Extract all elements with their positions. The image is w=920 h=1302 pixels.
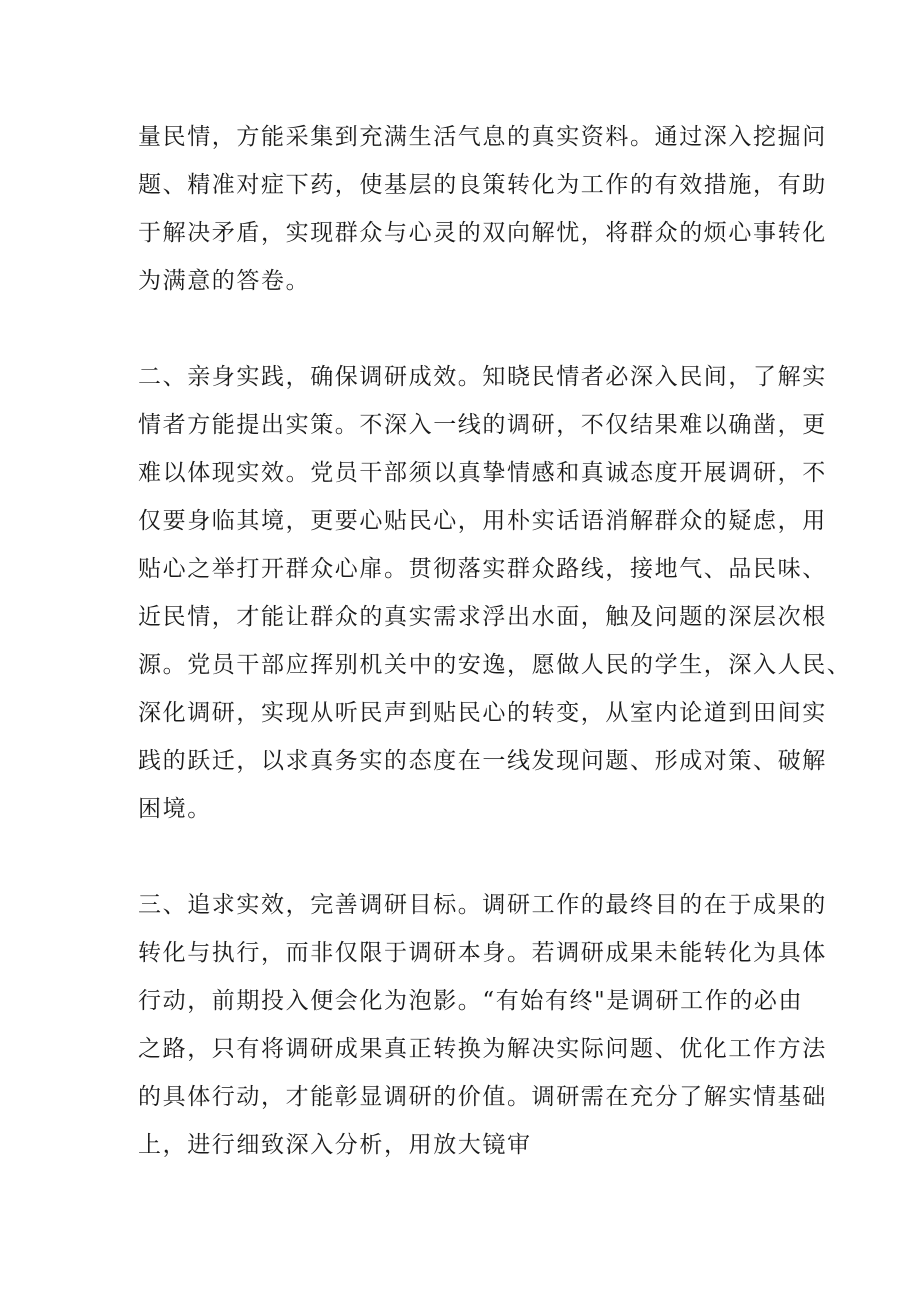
text-line: 转化与执行，而非仅限于调研本身。若调研成果未能转化为具体	[138, 940, 827, 966]
text-line: 题、精准对症下药，使基层的良策转化为工作的有效措施，有助	[138, 172, 827, 198]
text-line: 为满意的答卷。	[138, 268, 311, 294]
text-line: 困境。	[138, 796, 212, 822]
text-line: 源。党员干部应挥别机关中的安逸，愿做人民的学生，深入人民、	[138, 652, 852, 678]
text-line: 量民情，方能采集到充满生活气息的真实资料。通过深入挖掘问	[138, 124, 827, 150]
text-line: 于解决矛盾，实现群众与心灵的双向解忧，将群众的烦心事转化	[138, 220, 827, 246]
text-line: 的具体行动，才能彰显调研的价值。调研需在充分了解实情基础	[138, 1084, 827, 1110]
paragraph-3	[138, 881, 827, 1169]
paragraph-1	[138, 113, 827, 305]
text-line: 上，进行细致深入分析，用放大镜审	[138, 1132, 532, 1158]
text-line: 贴心之举打开群众心扉。贯彻落实群众路线，接地气、品民味、	[138, 556, 827, 582]
text-line: 难以体现实效。党员干部须以真挚情感和真诚态度开展调研，不	[138, 460, 827, 486]
text-line: 践的跃迁，以求真务实的态度在一线发现问题、形成对策、破解	[138, 748, 827, 774]
paragraph-2	[138, 353, 852, 833]
text-line: 情者方能提出实策。不深入一线的调研，不仅结果难以确凿，更	[138, 412, 827, 438]
text-line: 二、亲身实践，确保调研成效。知晓民情者必深入民间，了解实	[138, 364, 827, 390]
text-line: 深化调研，实现从听民声到贴民心的转变，从室内论道到田间实	[138, 700, 827, 726]
text-line: 近民情，才能让群众的真实需求浮出水面，触及问题的深层次根	[138, 604, 827, 630]
text-line: 行动，前期投入便会化为泡影。“有始有终"是调研工作的必由	[138, 988, 804, 1014]
text-line: 之路，只有将调研成果真正转换为解决实际问题、优化工作方法	[138, 1036, 827, 1062]
text-line: 三、追求实效，完善调研目标。调研工作的最终目的在于成果的	[138, 892, 827, 918]
text-line: 仅要身临其境，更要心贴民心，用朴实话语消解群众的疑虑，用	[138, 508, 827, 534]
